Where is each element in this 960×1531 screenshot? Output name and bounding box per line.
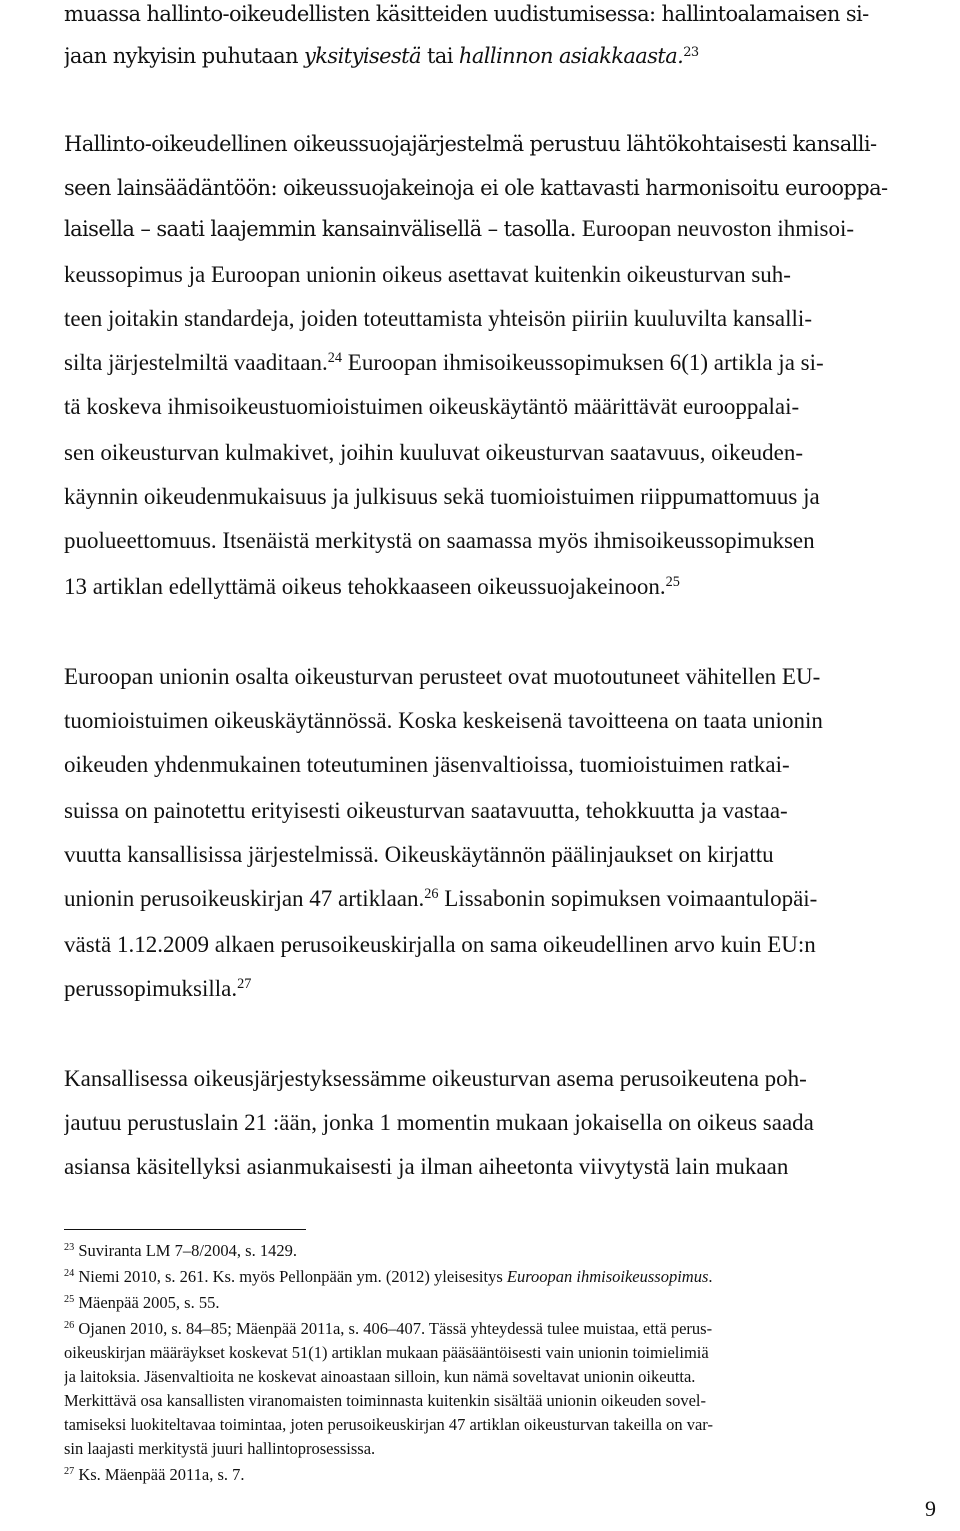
p2-line-2: seen lainsäädäntöön: oikeussuojakeinoja ei ole kattavasti harmonisoitu eurooppa- — [64, 176, 888, 200]
p2-line-5: teen joitakin standardeja, joiden toteuttamista yhteisön piiriin kuuluvilta kansalli- — [64, 306, 812, 331]
footnote-number: 27 — [64, 1466, 75, 1478]
footnote-number: 26 — [64, 1320, 75, 1332]
p2-line-8: sen oikeusturvan kulmakivet, joihin kuuluvat oikeusturvan saatavuus, oikeuden- — [64, 440, 804, 465]
footnote-25: $^{25}$ Mäenpää 2005, s. 55. — [64, 1293, 220, 1312]
footnote-number: 24 — [64, 1268, 75, 1280]
p4-line-2: jautuu perustuslain 21 :ään, jonka 1 momentin mukaan jokaisella on oikeus saada — [64, 1110, 814, 1135]
p3-line-8: perussopimuksilla.$^{27}$ — [64, 976, 252, 1001]
p2-line-7: tä koskeva ihmisoikeustuomioistuimen oikeuskäytäntö määrittävät eurooppalai- — [64, 394, 800, 419]
footnote-26-line-6: sin laajasti merkitystä juuri hallintoprosessissa. — [64, 1439, 376, 1458]
p2-line-10: puolueettomuus. Itsenäistä merkitystä on saamassa myös ihmisoikeussopimuksen — [64, 528, 815, 553]
footnote-26-line-1: $^{26}$ Ojanen 2010, s. 84–85; Mäenpää 2011a, s. 406–407. Tässä yhteydessä tulee muistaa, että perus- — [64, 1319, 713, 1338]
p3-line-7: västä 1.12.2009 alkaen perusoikeuskirjalla on sama oikeudellinen arvo kuin EU:n — [64, 932, 816, 957]
p1-line-1: muassa hallinto-oikeudellisten käsitteiden uudistumisessa: hallintoalamaisen si- — [64, 2, 869, 26]
footnote-23: $^{23}$ Suviranta LM 7–8/2004, s. 1429. — [64, 1241, 297, 1260]
footnote-ref-24[interactable]: 24 — [327, 350, 343, 367]
footnote-ref-23[interactable]: 23 — [683, 44, 699, 60]
p3-line-3: oikeuden yhdenmukainen toteutuminen jäsenvaltioissa, tuomioistuimen ratkai- — [64, 752, 790, 777]
p4-line-1: Kansallisessa oikeusjärjestyksessämme oikeusturvan asema perusoikeutena poh- — [64, 1066, 807, 1091]
footnote-24: $^{24}$ Niemi 2010, s. 261. Ks. myös Pellonpään ym. (2012) yleisesitys Euroopan ihmisoikeussopimus. — [64, 1267, 713, 1286]
footnote-separator — [64, 1229, 306, 1230]
p2-line-4: keussopimus ja Euroopan unionin oikeus asettavat kuitenkin oikeusturvan suh- — [64, 262, 791, 287]
footnote-26-line-4: Merkittävä osa kansallisten viranomaisten toiminnasta kuitenkin sisältää unionin oikeuden sovel- — [64, 1391, 706, 1410]
page-number: 9 — [925, 1496, 936, 1521]
p2-line-3: laisella – saati laajemmin kansainvälisellä – tasolla. Euroopan neuvoston ihmisoi- — [64, 216, 855, 241]
footnote-ref-27[interactable]: 27 — [237, 976, 252, 993]
p2-line-1: Hallinto-oikeudellinen oikeussuojajärjestelmä perustuu lähtökohtaisesti kansalli- — [64, 132, 877, 156]
p2-line-11: 13 artiklan edellyttämä oikeus tehokkaaseen oikeussuojakeinoon.$^{25}$ — [64, 574, 680, 599]
p3-line-6: unionin perusoikeuskirjan 47 artiklaan.$^{26}$ Lissabonin sopimuksen voimaantulopäi- — [64, 886, 818, 911]
p2-line-6: silta järjestelmiltä vaaditaan.$^{24}$ Euroopan ihmisoikeussopimuksen 6(1) artikla ja si- — [64, 350, 824, 375]
p3-line-2: tuomioistuimen oikeuskäytännössä. Koska keskeisenä tavoitteena on taata unionin — [64, 708, 823, 733]
p3-line-5: vuutta kansallisissa järjestelmissä. Oikeuskäytännön päälinjaukset on kirjattu — [64, 842, 774, 867]
footnote-number: 23 — [64, 1242, 75, 1254]
p3-line-4: suissa on painotettu erityisesti oikeusturvan saatavuutta, tehokkuutta ja vastaa- — [64, 798, 788, 823]
footnote-26-line-3: ja laitoksia. Jäsenvaltioita ne koskevat ainoastaan silloin, kun nämä soveltavat unionin oikeutta. — [64, 1367, 696, 1386]
p3-line-1: Euroopan unionin osalta oikeusturvan perusteet ovat muotoutuneet vähitellen EU- — [64, 664, 821, 689]
footnote-ref-26[interactable]: 26 — [424, 886, 439, 903]
footnote-26-line-5: tamiseksi luokiteltavaa toimintaa, joten perusoikeuskirjan 47 artiklan oikeusturvan takeilla on var- — [64, 1415, 713, 1434]
footnote-26-line-2: oikeuskirjan määräykset koskevat 51(1) artiklan mukaan pääsääntöisesti vain unionin toimielimiä — [64, 1343, 709, 1362]
p2-line-9: käynnin oikeudenmukaisuus ja julkisuus sekä tuomioistuimen riippumattomuus ja — [64, 484, 820, 509]
p1-line-2: jaan nykyisin puhutaan yksityisestä tai hallinnon asiakkaasta.$^{23}$ — [64, 44, 699, 68]
footnote-number: 25 — [64, 1294, 75, 1306]
footnote-ref-25[interactable]: 25 — [665, 574, 680, 591]
p4-line-3: asiansa käsitellyksi asianmukaisesti ja ilman aiheetonta viivytystä lain mukaan — [64, 1154, 789, 1179]
footnote-27: $^{27}$ Ks. Mäenpää 2011a, s. 7. — [64, 1465, 245, 1484]
